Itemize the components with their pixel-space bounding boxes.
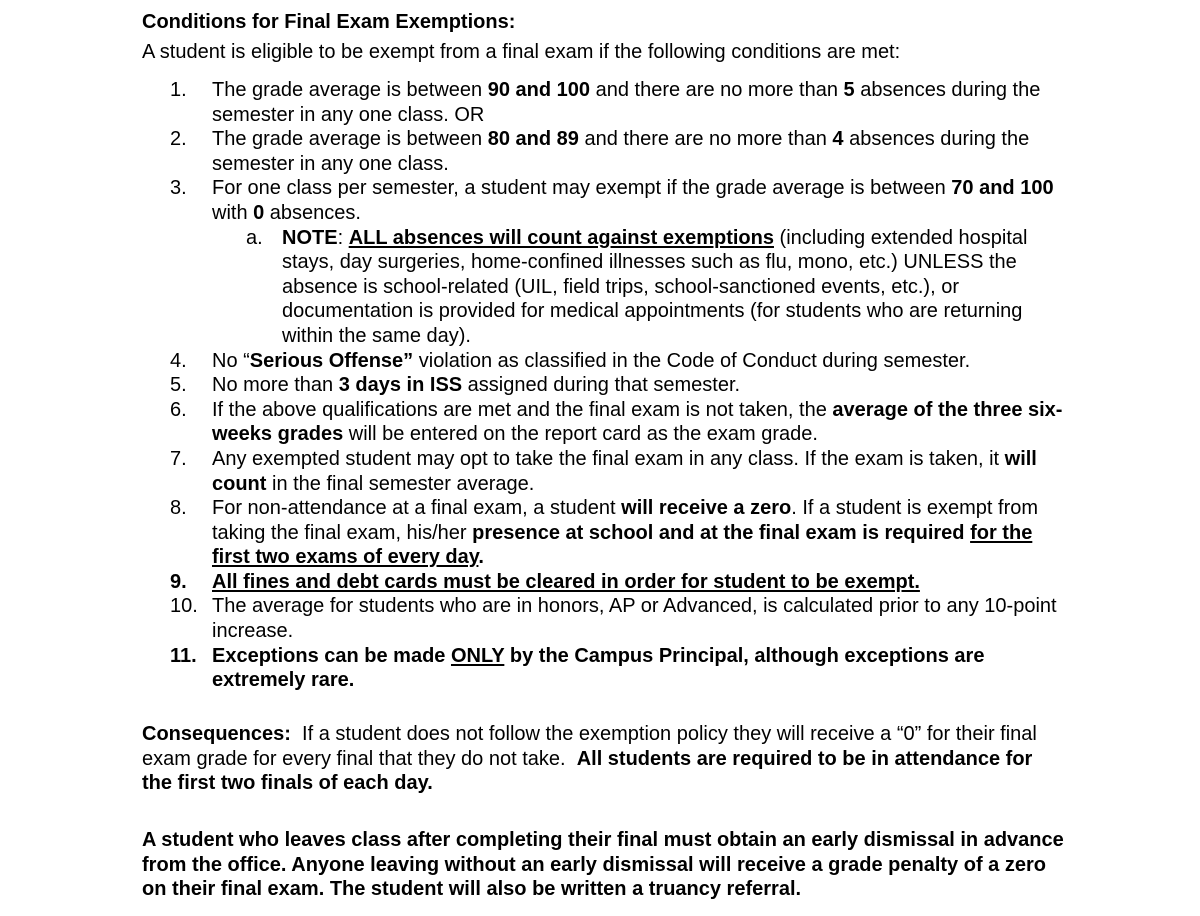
consequences-bold-text: All students are required to be in attendance for the first two finals of each day. — [142, 747, 1033, 795]
item-text: Any exempted student may opt to take the final exam in any class. If the exam is taken, it will count in the final semester average. — [212, 447, 1037, 495]
item-number: 1. — [170, 79, 187, 101]
list-item — [170, 373, 1070, 398]
item-number: 5. — [170, 374, 187, 397]
item-text: No “Serious Offense” violation as classified in the Code of Conduct during semester. — [212, 349, 971, 372]
item-text: For non-attendance at a final exam, a student will receive a zero. If a student is exempt from taking the final exam, his/her presence at school and at the final exam is required for the first two exams of every day. — [212, 497, 1039, 569]
list-item — [170, 644, 1070, 693]
item-number: 2. — [170, 128, 187, 151]
intro-text: A student is eligible to be exempt from a final exam if the following conditions are met: — [142, 41, 901, 63]
item-number: 9. — [170, 570, 187, 593]
list-item — [170, 78, 1070, 127]
conditions-list — [170, 78, 1070, 693]
list-item — [170, 127, 1070, 176]
item-number: 3. — [170, 177, 187, 200]
list-item — [170, 447, 1070, 496]
consequences-label: Consequences: — [142, 723, 291, 745]
item-text: All fines and debt cards must be cleared in order for student to be exempt. — [212, 570, 920, 593]
list-item — [170, 398, 1070, 447]
item-text: If the above qualifications are met and the final exam is not taken, the average of the three six-weeks grades will be entered on the report card as the exam grade. — [212, 398, 1063, 446]
item-text: NOTE: ALL absences will count against exemptions (including extended hospital stays, day surgeries, home-confined illnesses such as flu, mono, etc.) UNLESS the absence is school-related (UIL, field trips, school-sanctioned events, etc.), or documentation is provided for medical appointments (for students who are returning within the same day). — [282, 226, 1028, 347]
item-number: 4. — [170, 349, 187, 372]
item-text: The grade average is between 80 and 89 and there are no more than 4 absences during the semester in any one class. — [212, 128, 1030, 175]
list-item — [170, 496, 1070, 570]
item-number: 7. — [170, 447, 187, 470]
list-item — [170, 349, 1070, 374]
list-item — [170, 570, 1070, 595]
item-text: The average for students who are in honors, AP or Advanced, is calculated prior to any 10-point increase. — [212, 595, 1057, 643]
sub-list-item — [246, 226, 1070, 349]
section-heading: Conditions for Final Exam Exemptions: — [142, 11, 516, 33]
item-number: 8. — [170, 497, 187, 520]
item-number: 10. — [170, 595, 198, 618]
consequences-paragraph — [142, 722, 1062, 796]
list-item — [170, 176, 1070, 225]
item-text: Exceptions can be made ONLY by the Campus Principal, although exceptions are extremely rare. — [212, 644, 985, 692]
list-item — [170, 594, 1070, 643]
consequences-text: If a student does not follow the exemption policy they will receive a “0” for their final exam grade for every final that they do not take. — [142, 723, 1043, 770]
item-text: The grade average is between 90 and 100 and there are no more than 5 absences during the semester in any one class. OR — [212, 79, 1041, 126]
item-number: 11. — [170, 644, 197, 667]
item-number: a. — [246, 226, 263, 249]
item-text: For one class per semester, a student may exempt if the grade average is between 70 and 100 with 0 absences. — [212, 177, 1054, 224]
item-number: 6. — [170, 398, 187, 421]
early-dismissal-paragraph: A student who leaves class after completing their final must obtain an early dismissal in advance from the office. Anyone leaving without an early dismissal will receive a grade penalty of a zero on their final exam. The student will also be written a truancy referral. — [142, 829, 1064, 901]
item-text: No more than 3 days in ISS assigned during that semester. — [212, 374, 741, 397]
